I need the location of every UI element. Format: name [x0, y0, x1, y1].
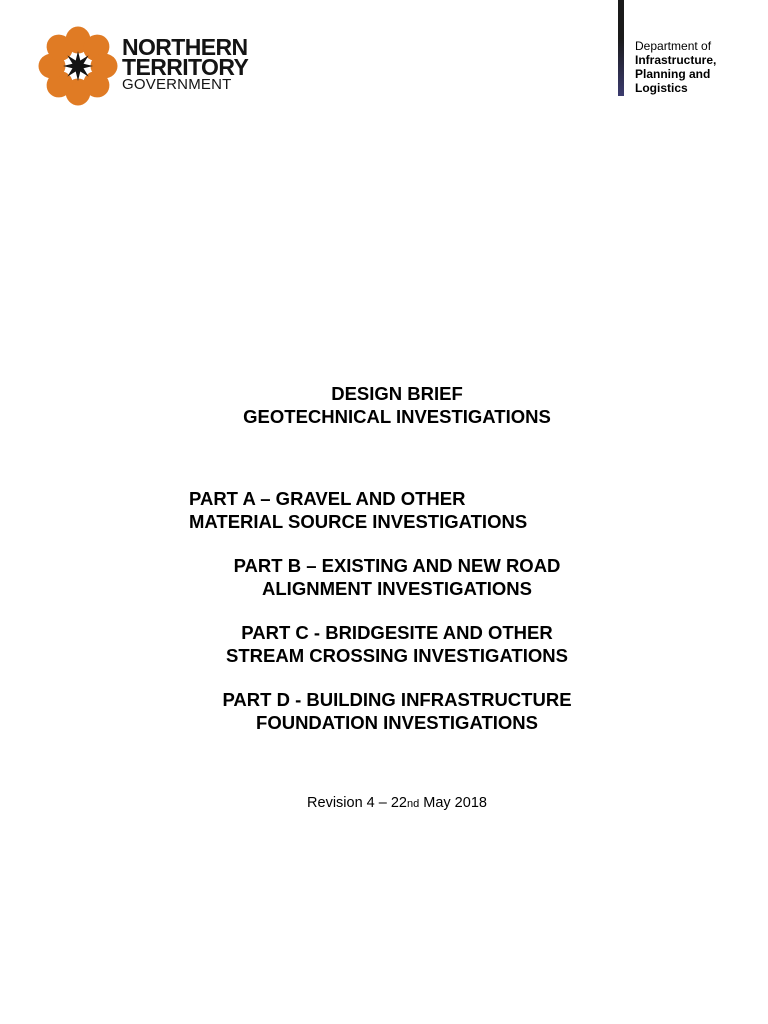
part-d-heading [0, 689, 768, 734]
logo-star-icon [63, 51, 93, 81]
logo-line-territory: TERRITORY [122, 54, 249, 80]
part-b-line-2: ALIGNMENT INVESTIGATIONS [262, 577, 532, 599]
nt-government-logo [38, 26, 268, 106]
part-b-heading [0, 555, 768, 600]
part-c-heading [0, 622, 768, 667]
part-d-line-1: PART D - BUILDING INFRASTRUCTURE [222, 689, 572, 710]
part-a-line-2: MATERIAL SOURCE INVESTIGATIONS [189, 510, 528, 532]
department-line-3: Planning and [635, 67, 711, 81]
logo-wordmark [122, 34, 249, 93]
revision-suffix: May 2018 [419, 795, 487, 811]
department-name [635, 39, 755, 95]
department-line-4: Logistics [635, 81, 688, 95]
document-title [0, 383, 768, 428]
revision-line [0, 795, 768, 811]
part-b-line-1: PART B – EXISTING AND NEW ROAD [233, 555, 561, 576]
flower-emblem-icon [38, 26, 118, 106]
department-line-1: Department of [635, 39, 712, 53]
revision-superscript: nd [406, 798, 420, 810]
title-line-1: DESIGN BRIEF [331, 383, 463, 404]
department-divider-bar [618, 0, 624, 96]
part-a-heading [189, 488, 527, 533]
part-a-line-1: PART A – GRAVEL AND OTHER [189, 488, 466, 509]
part-d-line-2: FOUNDATION INVESTIGATIONS [256, 711, 538, 733]
part-c-line-1: PART C - BRIDGESITE AND OTHER [241, 622, 553, 643]
revision-prefix: Revision 4 – 22 [307, 795, 407, 811]
part-c-line-2: STREAM CROSSING INVESTIGATIONS [226, 644, 568, 666]
logo-line-government: GOVERNMENT [122, 76, 232, 93]
logo-line-northern: NORTHERN [122, 34, 248, 60]
department-line-2: Infrastructure, [635, 53, 717, 67]
title-line-2: GEOTECHNICAL INVESTIGATIONS [243, 405, 551, 427]
